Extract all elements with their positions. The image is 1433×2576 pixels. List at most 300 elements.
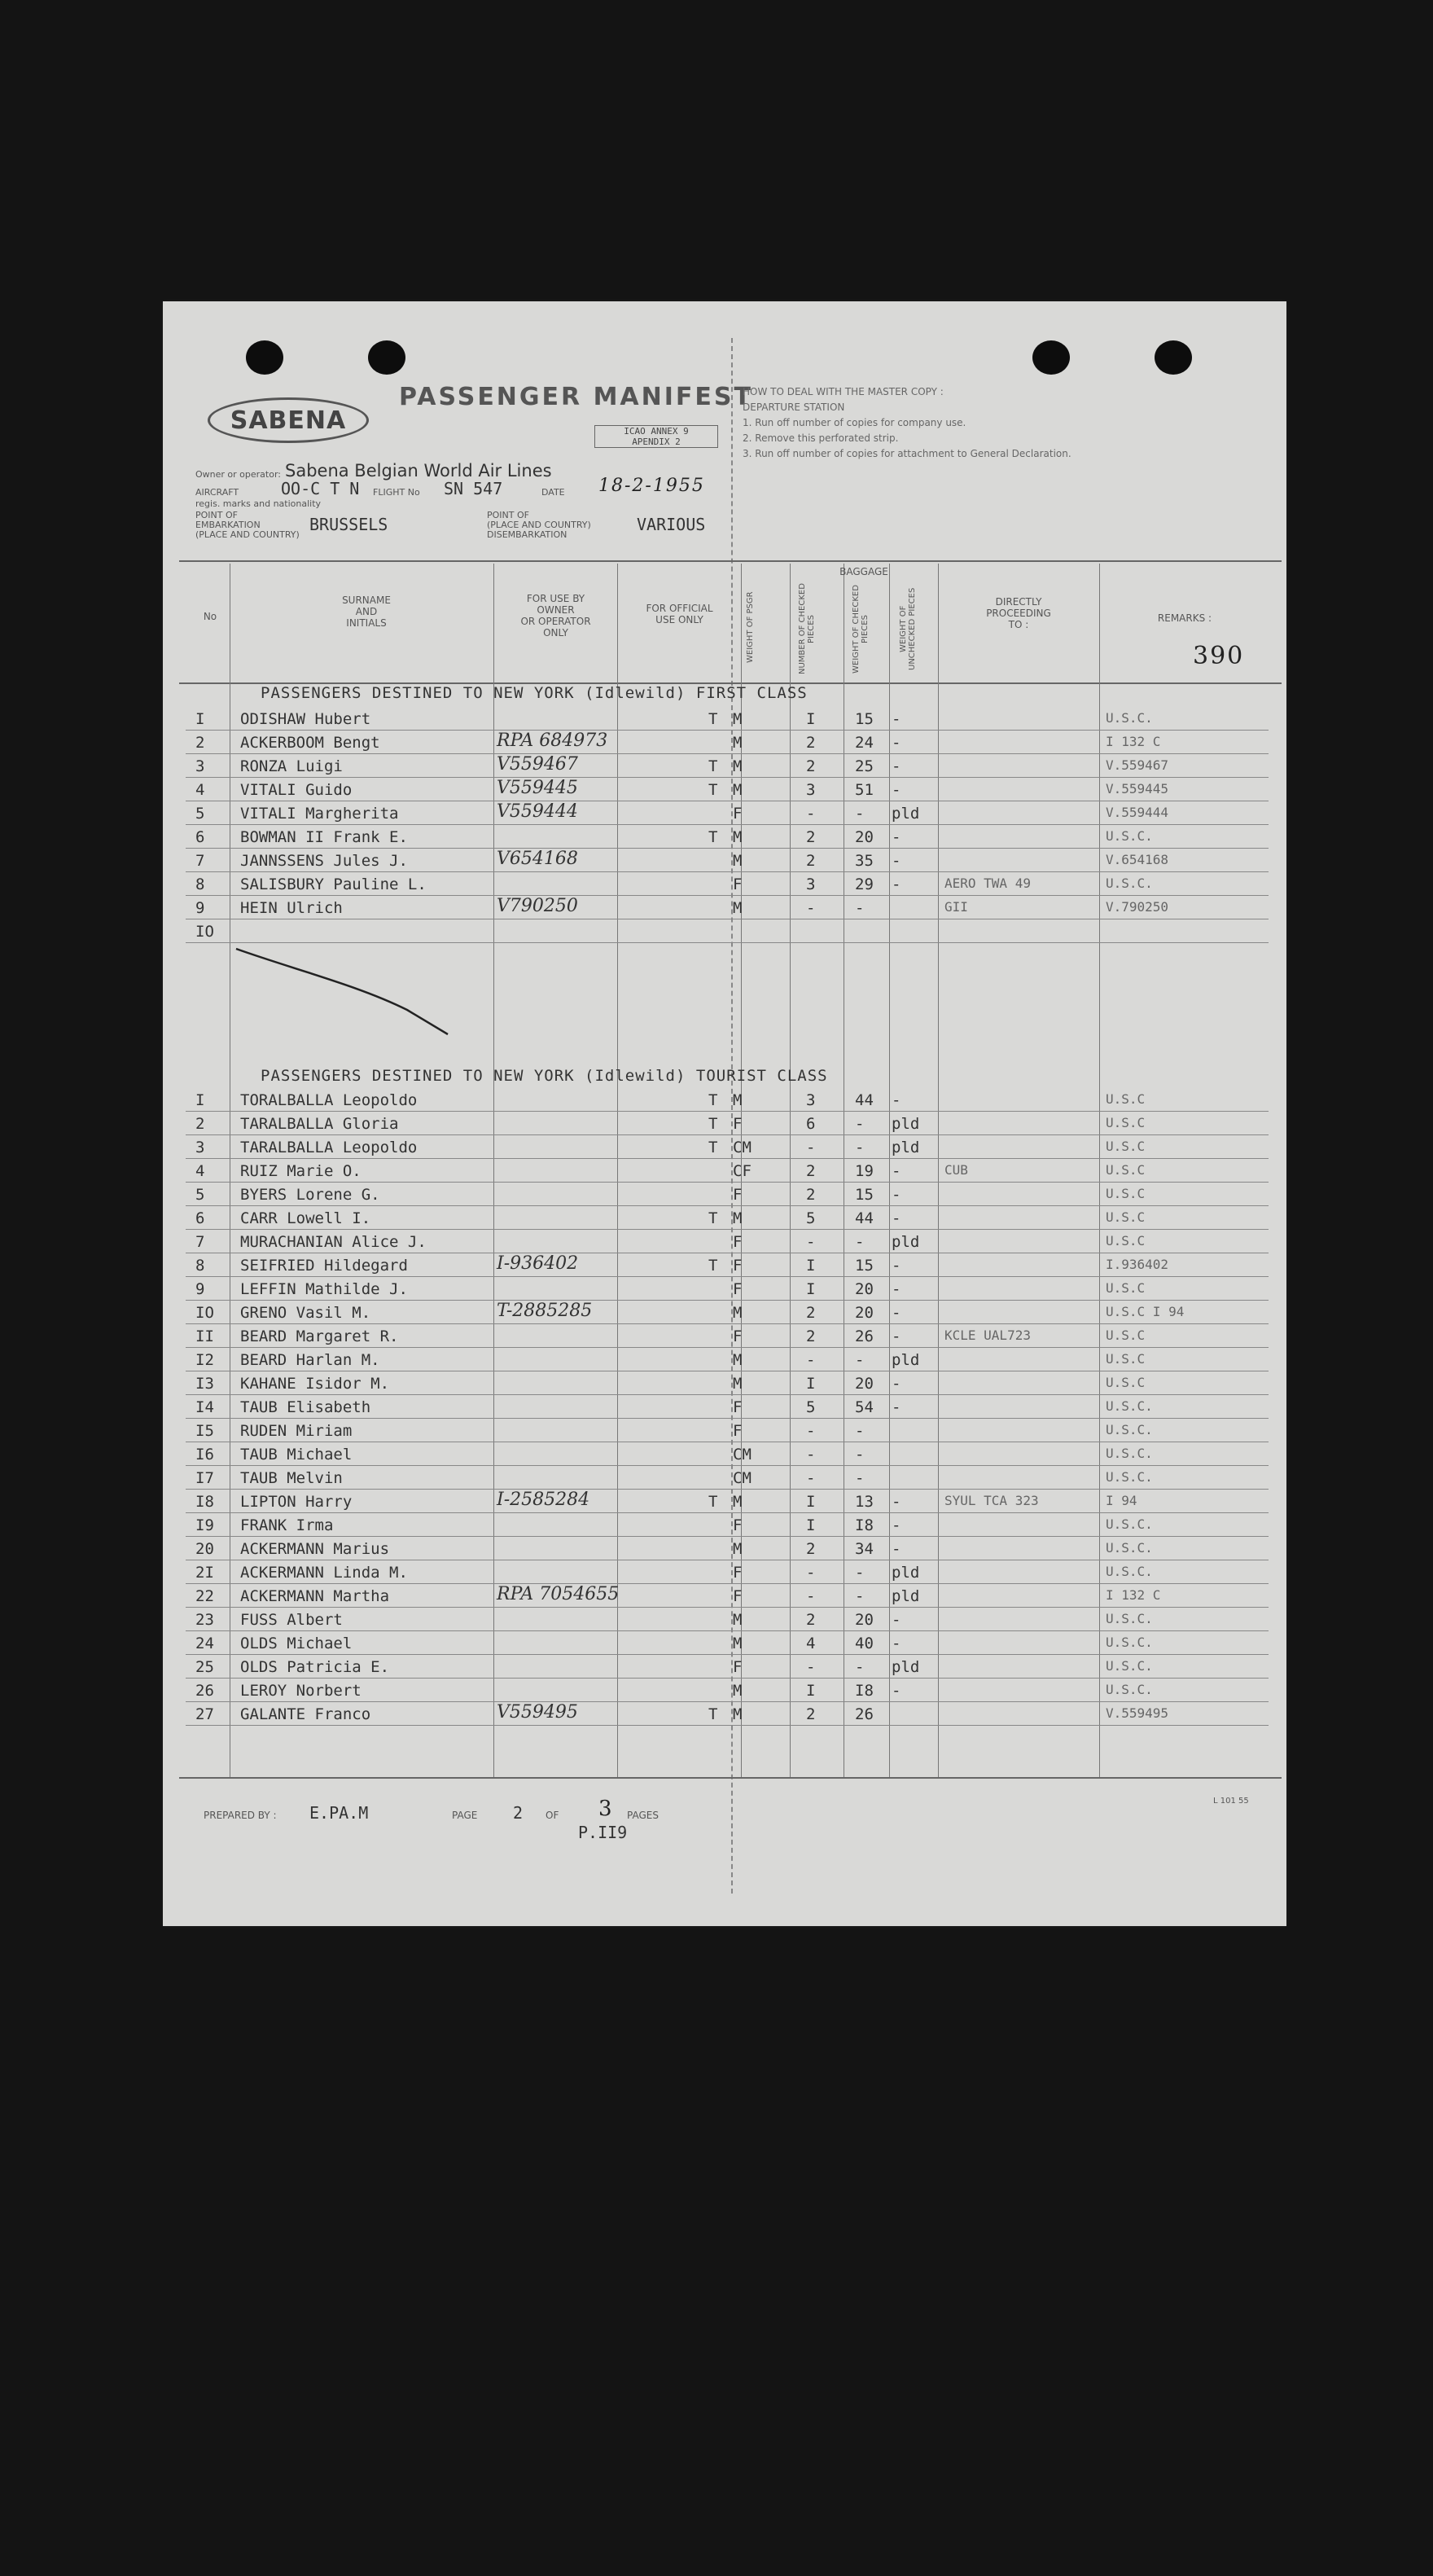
remarks: U.S.C. [1106,828,1153,844]
owner-use-entry: T-2885285 [497,1301,593,1321]
embark-label: EMBARKATION [195,520,261,530]
passenger-sex: F [733,1115,743,1133]
baggage-pieces: 2 [806,1705,816,1723]
table-bottom-border [179,1777,1282,1779]
row-number: 27 [195,1705,214,1723]
directly-proceeding: KCLE UAL723 [944,1327,1031,1343]
baggage-weight: - [855,1351,865,1369]
remarks: U.S.C [1106,1162,1146,1178]
col-header-line: OWNER [537,604,575,616]
baggage-weight: 44 [855,1091,874,1109]
unchecked-baggage: - [892,1091,901,1109]
manifest-sheet [163,301,1286,1926]
table-row [186,1704,1269,1726]
transit-mark: T [708,1209,718,1227]
page-number: 2 [513,1803,524,1823]
baggage-pieces: 2 [806,1186,816,1204]
flight-number: SN 547 [444,479,503,498]
table-row [186,1373,1269,1395]
table-row [186,921,1269,943]
baggage-pieces: I [806,1280,816,1298]
owner-use-entry: RPA 684973 [497,731,608,751]
unchecked-baggage: pld [892,1233,920,1251]
remarks: U.S.C [1106,1351,1146,1367]
row-number: I8 [195,1493,214,1511]
passenger-sex: M [733,852,743,870]
unchecked-baggage: - [892,1186,901,1204]
baggage-pieces: 2 [806,1540,816,1558]
instruction-item: 3. Run off number of copies for attachment to General Declaration. [743,448,1071,459]
col-header-surname [285,595,448,629]
void-strike-line [228,945,456,1042]
baggage-pieces: I [806,1257,816,1275]
passenger-sex: M [733,1351,743,1369]
baggage-pieces: 2 [806,1611,816,1629]
row-number: 25 [195,1658,214,1676]
unchecked-baggage: - [892,1398,901,1416]
remarks: V.654168 [1106,852,1169,867]
baggage-weight: I8 [855,1682,874,1700]
punch-hole [1032,340,1070,375]
unchecked-baggage: pld [892,1351,920,1369]
date-label: DATE [541,487,565,498]
remarks: U.S.C. [1106,1540,1153,1556]
directly-proceeding: GII [944,899,968,915]
transit-mark: T [708,710,718,728]
baggage-weight: - [855,1658,865,1676]
table-row [186,1420,1269,1442]
row-number: II [195,1327,214,1345]
remarks: I.936402 [1106,1257,1169,1272]
passenger-name: TAUB Elisabeth [240,1398,371,1416]
carrier-name: Sabena Belgian World Air Lines [285,461,552,481]
passenger-name: JANNSSENS Jules J. [240,852,408,870]
row-number: 3 [195,757,205,775]
passenger-name: TAUB Melvin [240,1469,343,1487]
table-row [186,1208,1269,1230]
remarks: I 94 [1106,1493,1137,1508]
passenger-sex: M [733,1493,743,1511]
passenger-sex: F [733,1186,743,1204]
col-header-official [620,603,738,625]
unchecked-baggage: - [892,1493,901,1511]
row-number: I3 [195,1375,214,1393]
baggage-pieces: - [806,1446,816,1464]
remarks: U.S.C. [1106,710,1153,726]
passenger-sex: M [733,1091,743,1109]
remarks: U.S.C [1106,1327,1146,1343]
passenger-sex: F [733,805,743,823]
passenger-name: TORALBALLA Leopoldo [240,1091,418,1109]
table-row [186,1680,1269,1702]
directly-proceeding: SYUL TCA 323 [944,1493,1039,1508]
passenger-sex: M [733,1209,743,1227]
table-row [186,1633,1269,1655]
passenger-sex: F [733,875,743,893]
passenger-name: BEARD Margaret R. [240,1327,399,1345]
unchecked-baggage: - [892,1257,901,1275]
baggage-weight: 15 [855,710,874,728]
punch-hole [368,340,405,375]
baggage-weight: 15 [855,1186,874,1204]
row-number: 7 [195,852,205,870]
passenger-sex: CM [733,1139,752,1156]
baggage-pieces: 3 [806,1091,816,1109]
passenger-sex: M [733,1375,743,1393]
row-number: 3 [195,1139,205,1156]
col-header-weight: WEIGHT OF PSGR [746,591,755,663]
table-row [186,709,1269,731]
passenger-sex: M [733,828,743,846]
col-header-owner [497,593,615,639]
table-row [186,1562,1269,1584]
table-row [186,1302,1269,1324]
col-header-unchecked: WEIGHT OF UNCHECKED PIECES [899,587,917,671]
passenger-sex: F [733,1516,743,1534]
passenger-sex: F [733,1257,743,1275]
table-row [186,1397,1269,1419]
aircraft-label: AIRCRAFT [195,487,239,498]
annex-line: ICAO ANNEX 9 [624,426,689,437]
baggage-pieces: 2 [806,1162,816,1180]
row-number: 5 [195,1186,205,1204]
baggage-weight: 35 [855,852,874,870]
remarks: U.S.C. [1106,1469,1153,1485]
baggage-weight: 15 [855,1257,874,1275]
table-row [186,1326,1269,1348]
page-stamp-number: 390 [1193,642,1245,670]
baggage-pieces: I [806,710,816,728]
transit-mark: T [708,1091,718,1109]
passenger-name: SEIFRIED Hildegard [240,1257,408,1275]
row-number: 23 [195,1611,214,1629]
passenger-sex: M [733,1304,743,1322]
transit-mark: T [708,828,718,846]
row-number: 9 [195,1280,205,1298]
owner-use-entry: V559444 [497,801,578,822]
passenger-name: ODISHAW Hubert [240,710,371,728]
unchecked-baggage: pld [892,1115,920,1133]
instructions-title: HOW TO DEAL WITH THE MASTER COPY : [743,386,944,397]
table-row [186,1137,1269,1159]
remarks: U.S.C. [1106,1398,1153,1414]
row-number: 22 [195,1587,214,1605]
owner-use-entry: V790250 [497,896,578,916]
passenger-sex: M [733,734,743,752]
baggage-pieces: I [806,1493,816,1511]
passenger-name: RONZA Luigi [240,757,343,775]
unchecked-baggage: pld [892,1139,920,1156]
owner-use-entry: RPA 7054655 [497,1584,620,1604]
disembark-label: DISEMBARKATION [487,529,568,540]
table-row [186,1444,1269,1466]
baggage-pieces: 2 [806,1327,816,1345]
prepared-by-label: PREPARED BY : [204,1810,277,1821]
section-first-class: PASSENGERS DESTINED TO NEW YORK (Idlewild) FIRST CLASS [261,684,808,702]
passenger-sex: M [733,757,743,775]
passenger-sex: M [733,1635,743,1652]
remarks: U.S.C. [1106,1611,1153,1626]
baggage-weight: 20 [855,1304,874,1322]
unchecked-baggage: pld [892,1564,920,1582]
unchecked-baggage: - [892,828,901,846]
passenger-sex: M [733,710,743,728]
col-header-line: FOR USE BY [526,593,585,604]
table-row [186,1184,1269,1206]
row-number: 7 [195,1233,205,1251]
passenger-name: FRANK Irma [240,1516,334,1534]
icao-annex-box [594,425,718,448]
baggage-weight: 26 [855,1327,874,1345]
table-row [186,1586,1269,1608]
remarks: V.559495 [1106,1705,1169,1721]
unchecked-baggage: - [892,1209,901,1227]
baggage-weight: - [855,1422,865,1440]
remarks: U.S.C. [1106,1446,1153,1461]
unchecked-baggage: - [892,875,901,893]
passenger-name: ACKERBOOM Bengt [240,734,380,752]
directly-proceeding: AERO TWA 49 [944,875,1031,891]
passenger-name: BEARD Harlan M. [240,1351,380,1369]
unchecked-baggage: - [892,734,901,752]
col-header-line: AND [355,606,378,617]
passenger-name: RUIZ Marie O. [240,1162,362,1180]
table-row [186,1255,1269,1277]
passenger-name: RUDEN Miriam [240,1422,353,1440]
passenger-name: LEFFIN Mathilde J. [240,1280,408,1298]
remarks: U.S.C [1106,1280,1146,1296]
row-number: 5 [195,805,205,823]
flight-date: 18-2-1955 [598,476,705,496]
col-header-directly [940,596,1097,630]
carrier-label: Owner or operator: [195,469,281,480]
baggage-weight: - [855,1115,865,1133]
owner-use-entry: V559467 [497,754,578,775]
col-header-no: No [203,611,217,622]
passenger-name: LEROY Norbert [240,1682,362,1700]
page-total: 3 [598,1797,614,1821]
baggage-weight: 20 [855,1280,874,1298]
remarks: U.S.C [1106,1115,1146,1130]
instruction-item: 2. Remove this perforated strip. [743,432,899,444]
passenger-name: OLDS Michael [240,1635,353,1652]
row-number: 2 [195,1115,205,1133]
baggage-weight: - [855,1446,865,1464]
sabena-logo: SABENA [208,397,369,443]
unchecked-baggage: pld [892,805,920,823]
baggage-weight: 20 [855,1375,874,1393]
of-label: OF [546,1810,559,1821]
baggage-pieces: - [806,1587,816,1605]
passenger-name: CARR Lowell I. [240,1209,371,1227]
remarks: U.S.C [1106,1209,1146,1225]
passenger-sex: F [733,1587,743,1605]
col-header-baggage: BAGGAGE [839,566,888,577]
transit-mark: T [708,1115,718,1133]
baggage-pieces: 2 [806,852,816,870]
baggage-weight: - [855,1233,865,1251]
owner-use-entry: V559445 [497,778,578,798]
passenger-name: HEIN Ulrich [240,899,343,917]
col-header-pieces: NUMBER OF CHECKED PIECES [798,583,816,675]
row-number: 8 [195,1257,205,1275]
row-number: I [195,710,205,728]
embark-label: POINT OF [195,510,238,520]
baggage-weight: 54 [855,1398,874,1416]
baggage-weight: 20 [855,828,874,846]
row-number: I4 [195,1398,214,1416]
passenger-sex: F [733,1280,743,1298]
col-header-line: SURNAME [342,595,391,606]
baggage-weight: 26 [855,1705,874,1723]
passenger-sex: F [733,1233,743,1251]
embark-label: (PLACE AND COUNTRY) [195,529,300,540]
aircraft-registration: OO-C T N [281,479,360,498]
passenger-name: KAHANE Isidor M. [240,1375,390,1393]
baggage-pieces: 5 [806,1209,816,1227]
col-header-line: FOR OFFICIAL [646,603,713,614]
baggage-weight: 20 [855,1611,874,1629]
passenger-name: FUSS Albert [240,1611,343,1629]
passenger-sex: F [733,1658,743,1676]
passenger-name: TARALBALLA Gloria [240,1115,399,1133]
table-row [186,1657,1269,1679]
row-number: IO [195,923,214,941]
col-header-line: USE ONLY [655,614,703,625]
table-row [186,1491,1269,1513]
row-number: 6 [195,828,205,846]
unchecked-baggage: - [892,1611,901,1629]
form-code: L 101 55 [1213,1797,1249,1806]
row-number: I2 [195,1351,214,1369]
passenger-name: TAUB Michael [240,1446,353,1464]
table-row [186,1609,1269,1631]
table-row [186,897,1269,919]
baggage-pieces: - [806,1139,816,1156]
remarks: U.S.C [1106,1186,1146,1201]
passenger-sex: F [733,1564,743,1582]
remarks: V.790250 [1106,899,1169,915]
unchecked-baggage: - [892,757,901,775]
baggage-weight: 13 [855,1493,874,1511]
row-number: 6 [195,1209,205,1227]
baggage-pieces: - [806,1351,816,1369]
table-row [186,1161,1269,1183]
table-row [186,850,1269,872]
table-row [186,1349,1269,1371]
unchecked-baggage: pld [892,1587,920,1605]
baggage-pieces: 3 [806,875,816,893]
passenger-name: ACKERMANN Linda M. [240,1564,408,1582]
transit-mark: T [708,757,718,775]
owner-use-entry: V654168 [497,849,578,869]
passenger-sex: M [733,899,743,917]
remarks: U.S.C. [1106,875,1153,891]
table-row [186,756,1269,778]
embarkation-point: BRUSSELS [309,515,388,534]
passenger-sex: M [733,1705,743,1723]
baggage-weight: 40 [855,1635,874,1652]
baggage-weight: 25 [855,757,874,775]
row-number: I5 [195,1422,214,1440]
passenger-sex: M [733,781,743,799]
page-label: PAGE [452,1810,478,1821]
row-number: 24 [195,1635,214,1652]
table-row [186,1279,1269,1301]
section-tourist-class: PASSENGERS DESTINED TO NEW YORK (Idlewild) TOURIST CLASS [261,1067,828,1085]
unchecked-baggage: - [892,710,901,728]
disembark-label: (PLACE AND COUNTRY) [487,520,591,530]
passenger-name: BYERS Lorene G. [240,1186,380,1204]
transit-mark: T [708,1493,718,1511]
passenger-sex: M [733,1611,743,1629]
table-row [186,1515,1269,1537]
col-header-line: TO : [1008,619,1029,630]
owner-use-entry: I-936402 [497,1253,579,1274]
passenger-name: SALISBURY Pauline L. [240,875,427,893]
passenger-name: GALANTE Franco [240,1705,371,1723]
passenger-name: LIPTON Harry [240,1493,353,1511]
passenger-sex: CM [733,1469,752,1487]
transit-mark: T [708,781,718,799]
passenger-name: ACKERMANN Marius [240,1540,390,1558]
baggage-pieces: 4 [806,1635,816,1652]
baggage-pieces: 2 [806,757,816,775]
baggage-pieces: I [806,1682,816,1700]
manifest-title: PASSENGER MANIFEST [399,383,753,411]
remarks: U.S.C [1106,1375,1146,1390]
col-header-remarks: REMARKS : [1157,612,1212,624]
passenger-name: ACKERMANN Martha [240,1587,390,1605]
passenger-name: VITALI Guido [240,781,353,799]
baggage-pieces: - [806,805,816,823]
table-row [186,1231,1269,1253]
table-row [186,803,1269,825]
col-header-line: DIRECTLY [995,596,1042,608]
baggage-pieces: 2 [806,828,816,846]
passenger-name: GRENO Vasil M. [240,1304,371,1322]
passenger-sex: M [733,1682,743,1700]
pages-label: PAGES [627,1810,659,1821]
row-number: 8 [195,875,205,893]
baggage-weight: - [855,899,865,917]
remarks: V.559467 [1106,757,1169,773]
table-row [186,1468,1269,1490]
transit-mark: T [708,1139,718,1156]
table-row [186,732,1269,754]
row-number: 2I [195,1564,214,1582]
unchecked-baggage: - [892,781,901,799]
punch-hole [1155,340,1192,375]
col-header-checked: WEIGHT OF CHECKED PIECES [852,585,870,674]
passenger-sex: CF [733,1162,752,1180]
passenger-name: VITALI Margherita [240,805,399,823]
row-number: 9 [195,899,205,917]
row-number: IO [195,1304,214,1322]
owner-use-entry: V559495 [497,1702,578,1722]
remarks: U.S.C [1106,1139,1146,1154]
col-header-line: PROCEEDING [986,608,1051,619]
unchecked-baggage: - [892,1162,901,1180]
instruction-item: 1. Run off number of copies for company use. [743,417,966,428]
remarks: U.S.C. [1106,1422,1153,1437]
table-row [186,874,1269,896]
baggage-pieces: 6 [806,1115,816,1133]
baggage-pieces: - [806,899,816,917]
annex-line: APENDIX 2 [632,437,681,447]
remarks: U.S.C. [1106,1658,1153,1674]
row-number: I6 [195,1446,214,1464]
